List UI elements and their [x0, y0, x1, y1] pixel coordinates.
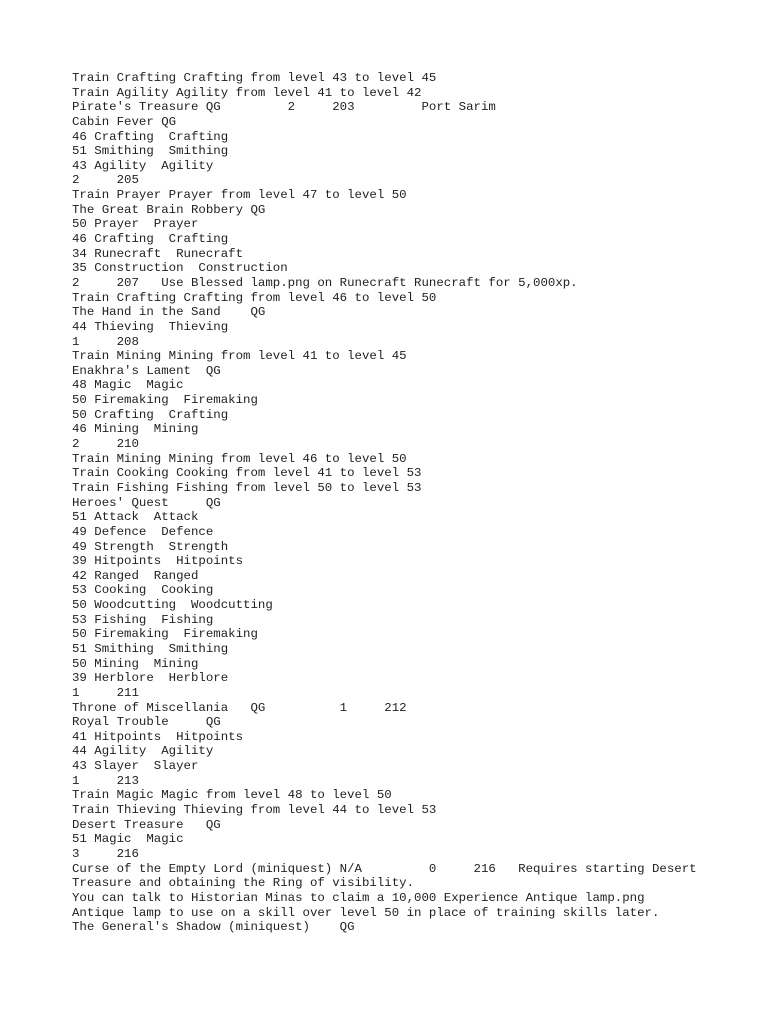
text-line: Royal Trouble QG	[72, 715, 221, 730]
text-line: 50 Crafting Crafting	[72, 407, 229, 422]
text-line: The General's Shadow (miniquest) QG	[72, 920, 355, 935]
text-line: 46 Mining Mining	[72, 422, 199, 437]
text-line: 44 Agility Agility	[72, 744, 214, 759]
text-line: Curse of the Empty Lord (miniquest) N/A 0 216 Requires starting Desert	[72, 861, 697, 876]
text-line: 50 Firemaking Firemaking	[72, 627, 258, 642]
text-line: Train Crafting Crafting from level 46 to level 50	[72, 290, 437, 305]
text-line: 41 Hitpoints Hitpoints	[72, 729, 244, 744]
text-line: 50 Prayer Prayer	[72, 217, 199, 232]
text-line: 2 210	[72, 437, 139, 452]
text-line: Train Crafting Crafting from level 43 to level 45	[72, 71, 437, 85]
text-line: 51 Magic Magic	[72, 832, 184, 847]
text-line: You can talk to Historian Minas to claim a 10,000 Experience Antique lamp.png	[72, 890, 645, 905]
text-line: 39 Herblore Herblore	[72, 671, 229, 686]
text-line: Train Mining Mining from level 41 to level 45	[72, 349, 407, 364]
text-line: 51 Smithing Smithing	[72, 641, 229, 656]
text-line: 1 213	[72, 773, 139, 788]
text-line: 2 207 Use Blessed lamp.png on Runecraft Runecraft for 5,000xp.	[72, 275, 578, 290]
text-line: 3 216	[72, 846, 139, 861]
text-line: Train Thieving Thieving from level 44 to level 53	[72, 803, 437, 818]
text-line: Pirate's Treasure QG 2 203 Port Sarim	[72, 100, 496, 115]
text-line: 49 Defence Defence	[72, 524, 214, 539]
text-line: Train Mining Mining from level 46 to level 50	[72, 451, 407, 466]
text-line: 2 205	[72, 173, 139, 188]
text-line: Train Fishing Fishing from level 50 to level 53	[72, 480, 422, 495]
text-line: 39 Hitpoints Hitpoints	[72, 554, 244, 569]
text-line: Heroes' Quest QG	[72, 495, 221, 510]
text-line: 46 Crafting Crafting	[72, 232, 229, 247]
text-line: 53 Cooking Cooking	[72, 583, 214, 598]
text-line: Treasure and obtaining the Ring of visibility.	[72, 876, 415, 891]
text-line: 46 Crafting Crafting	[72, 129, 229, 144]
document-text	[72, 71, 752, 935]
text-line: Throne of Miscellania QG 1 212	[72, 700, 407, 715]
text-line: The Great Brain Robbery QG	[72, 202, 266, 217]
text-line: 49 Strength Strength	[72, 539, 229, 554]
text-line: Train Prayer Prayer from level 47 to level 50	[72, 188, 407, 203]
text-line: 44 Thieving Thieving	[72, 319, 229, 334]
text-line: Train Cooking Cooking from level 41 to level 53	[72, 466, 422, 481]
text-line: Desert Treasure QG	[72, 817, 221, 832]
text-line: Train Agility Agility from level 41 to level 42	[72, 85, 422, 100]
text-line: Train Magic Magic from level 48 to level 50	[72, 788, 392, 803]
text-line: 34 Runecraft Runecraft	[72, 246, 244, 261]
text-line: 50 Firemaking Firemaking	[72, 393, 258, 408]
text-line: 48 Magic Magic	[72, 378, 184, 393]
text-line: 42 Ranged Ranged	[72, 568, 199, 583]
text-line: 50 Woodcutting Woodcutting	[72, 598, 273, 613]
text-line: 51 Smithing Smithing	[72, 144, 229, 159]
text-line: 50 Mining Mining	[72, 656, 199, 671]
text-line: 43 Slayer Slayer	[72, 759, 199, 774]
text-line: Enakhra's Lament QG	[72, 363, 221, 378]
text-line: Antique lamp to use on a skill over level 50 in place of training skills later.	[72, 905, 660, 920]
text-line: 43 Agility Agility	[72, 158, 214, 173]
text-line: 51 Attack Attack	[72, 510, 199, 525]
text-line: 1 211	[72, 685, 139, 700]
text-line: Cabin Fever QG	[72, 114, 177, 129]
text-line: 1 208	[72, 334, 139, 349]
text-line: 53 Fishing Fishing	[72, 612, 214, 627]
text-line: The Hand in the Sand QG	[72, 305, 266, 320]
text-line: 35 Construction Construction	[72, 261, 288, 276]
